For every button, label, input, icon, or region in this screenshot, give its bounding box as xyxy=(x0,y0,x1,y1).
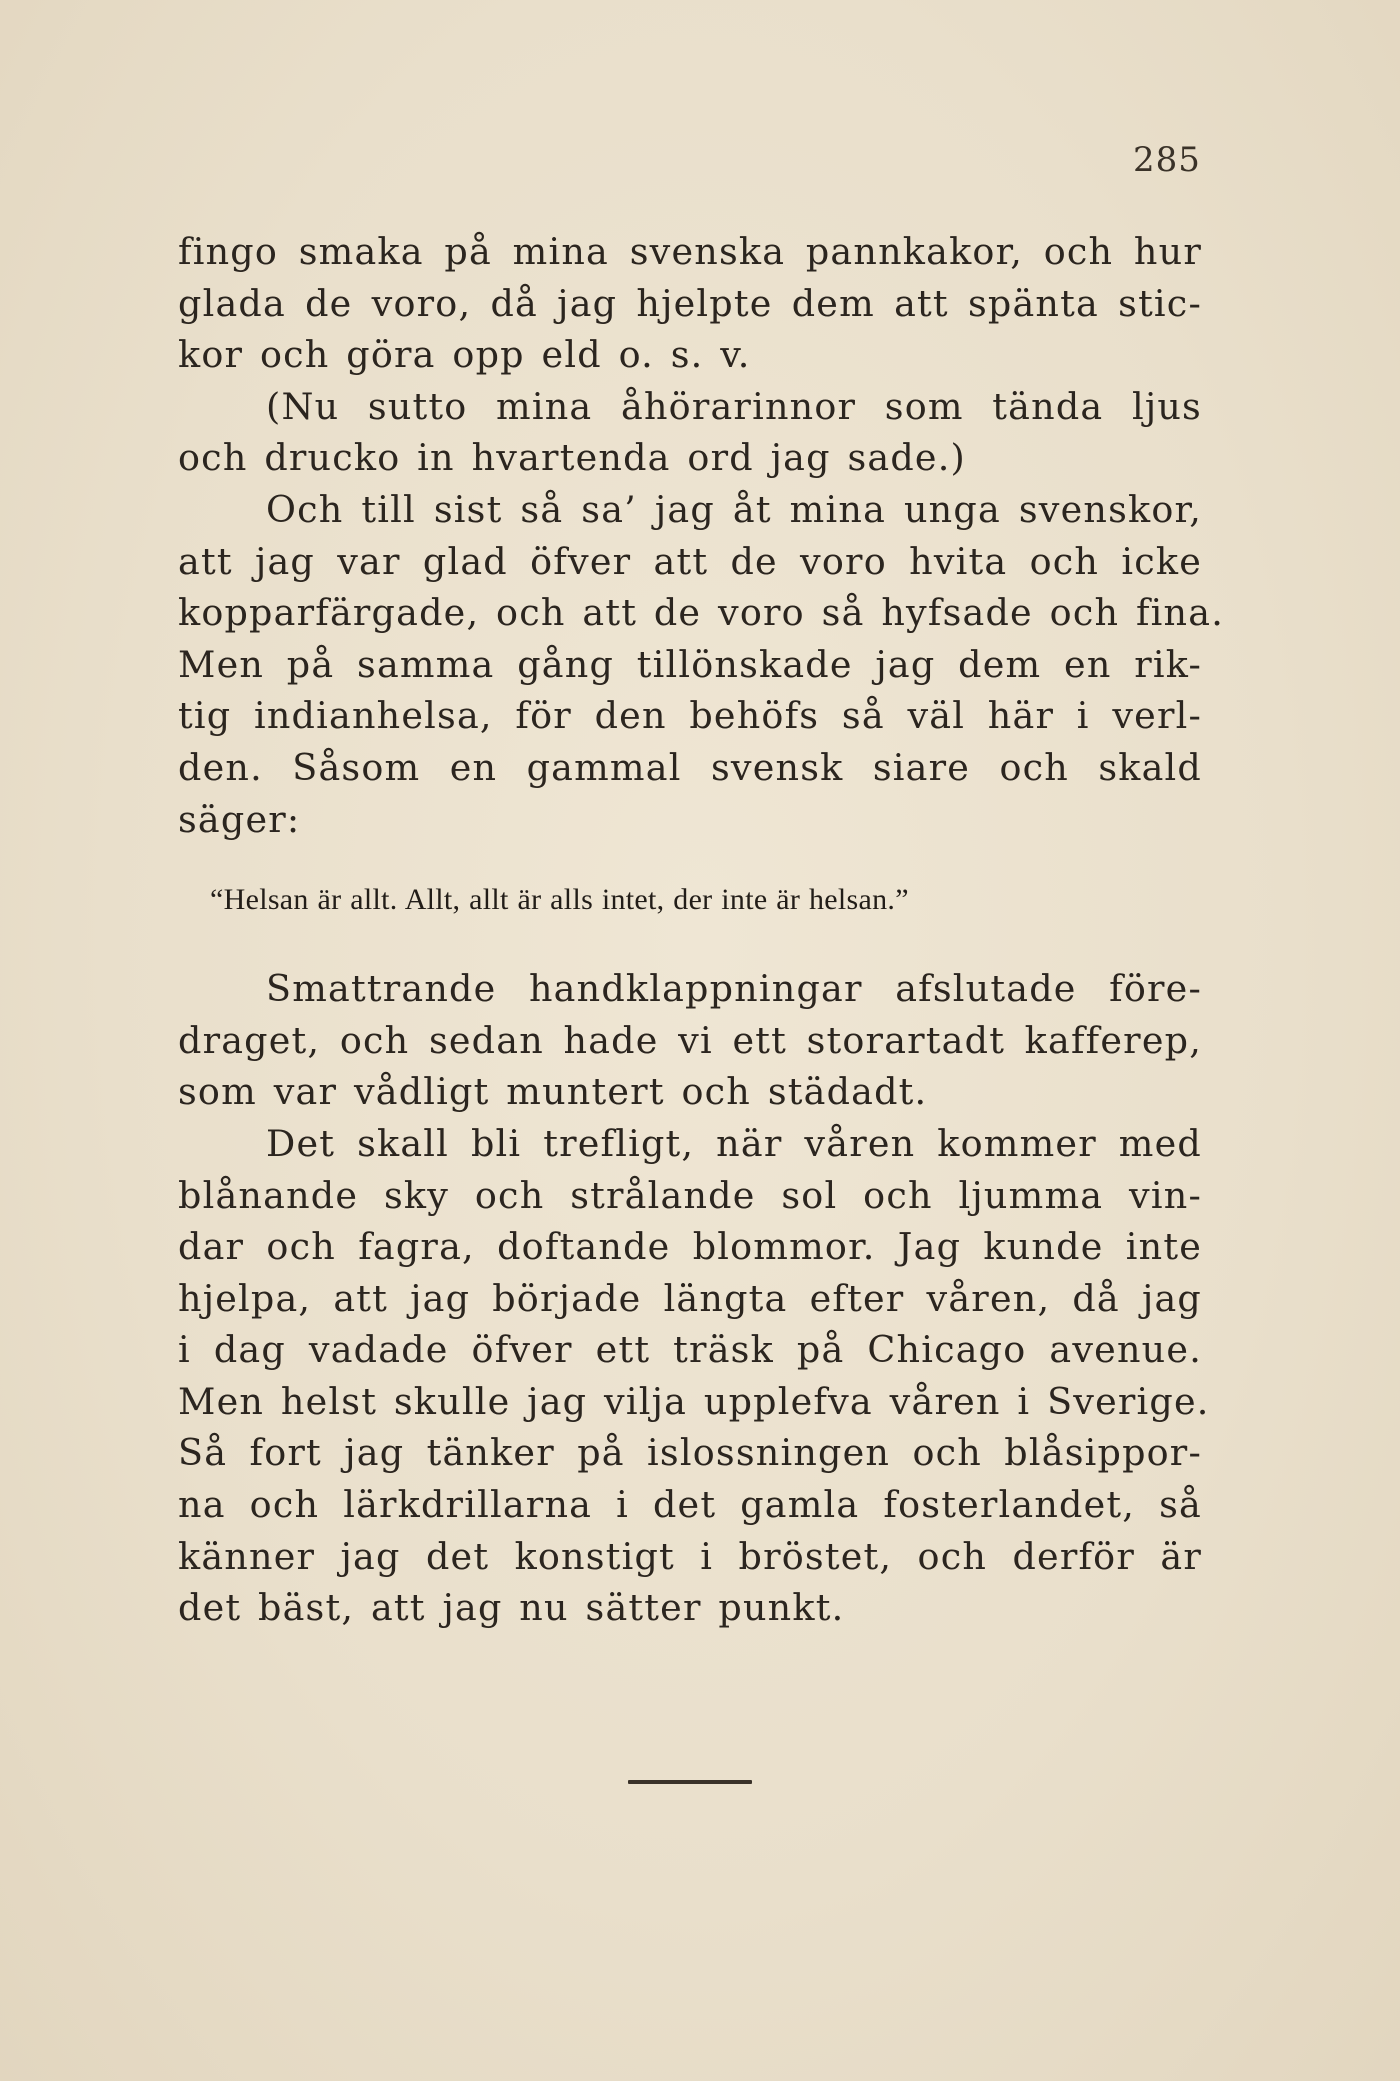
text-line: kopparfärgade, och att de voro så hyfsade och fina. xyxy=(178,591,1225,635)
text-line: na och lärkdrillarna i det gamla fosterlandet, så xyxy=(178,1483,1202,1527)
paragraphs-before-quote xyxy=(178,226,1225,845)
page-number: 285 xyxy=(1133,140,1201,180)
text-line: Men på samma gång tillönskade jag dem en rik- xyxy=(178,642,1202,686)
text-line: Det skall bli trefligt, när våren kommer med xyxy=(266,1121,1202,1165)
text-line: och drucko in hvartenda ord jag sade.) xyxy=(178,436,966,480)
text-line: Så fort jag tänker på islossningen och blåsippor- xyxy=(178,1431,1202,1475)
text-line: som var vådligt muntert och städadt. xyxy=(178,1070,928,1114)
text-line: att jag var glad öfver att de voro hvita och icke xyxy=(178,539,1202,583)
text-line: Men helst skulle jag vilja upplefva våren i Sverige. xyxy=(178,1379,1210,1423)
text-line: blånande sky och strålande sol och ljumma vin- xyxy=(178,1173,1202,1217)
end-rule xyxy=(628,1780,752,1784)
text-line: Smattrande handklappningar afslutade före- xyxy=(266,967,1202,1011)
quotation: “Helsan är allt. Allt, allt är alls intet, der inte är helsan.” xyxy=(210,883,909,917)
text-line: känner jag det konstigt i bröstet, och derför är xyxy=(178,1534,1202,1578)
text-line: dar och fagra, doftande blommor. Jag kunde inte xyxy=(178,1225,1202,1269)
text-line: den. Såsom en gammal svensk siare och skald xyxy=(178,745,1202,789)
text-line: kor och göra opp eld o. s. v. xyxy=(178,333,751,377)
text-line: (Nu sutto mina åhörarinnor som tända ljus xyxy=(266,384,1202,428)
paragraphs-after-quote xyxy=(178,963,1210,1634)
text-line: glada de voro, då jag hjelpte dem att spänta stic- xyxy=(178,281,1202,325)
text-line: det bäst, att jag nu sätter punkt. xyxy=(178,1586,845,1630)
text-line: hjelpa, att jag började längta efter våren, då jag xyxy=(178,1276,1202,1320)
text-line: i dag vadade öfver ett träsk på Chicago avenue. xyxy=(178,1328,1202,1372)
text-line: tig indianhelsa, för den behöfs så väl här i verl- xyxy=(178,694,1202,738)
text-line: säger: xyxy=(178,797,301,841)
text-line: draget, och sedan hade vi ett storartadt kafferep, xyxy=(178,1018,1202,1062)
text-line: Och till sist så sa’ jag åt mina unga svenskor, xyxy=(266,487,1202,531)
text-line: fingo smaka på mina svenska pannkakor, och hur xyxy=(178,230,1202,273)
body-text xyxy=(178,226,1225,1634)
